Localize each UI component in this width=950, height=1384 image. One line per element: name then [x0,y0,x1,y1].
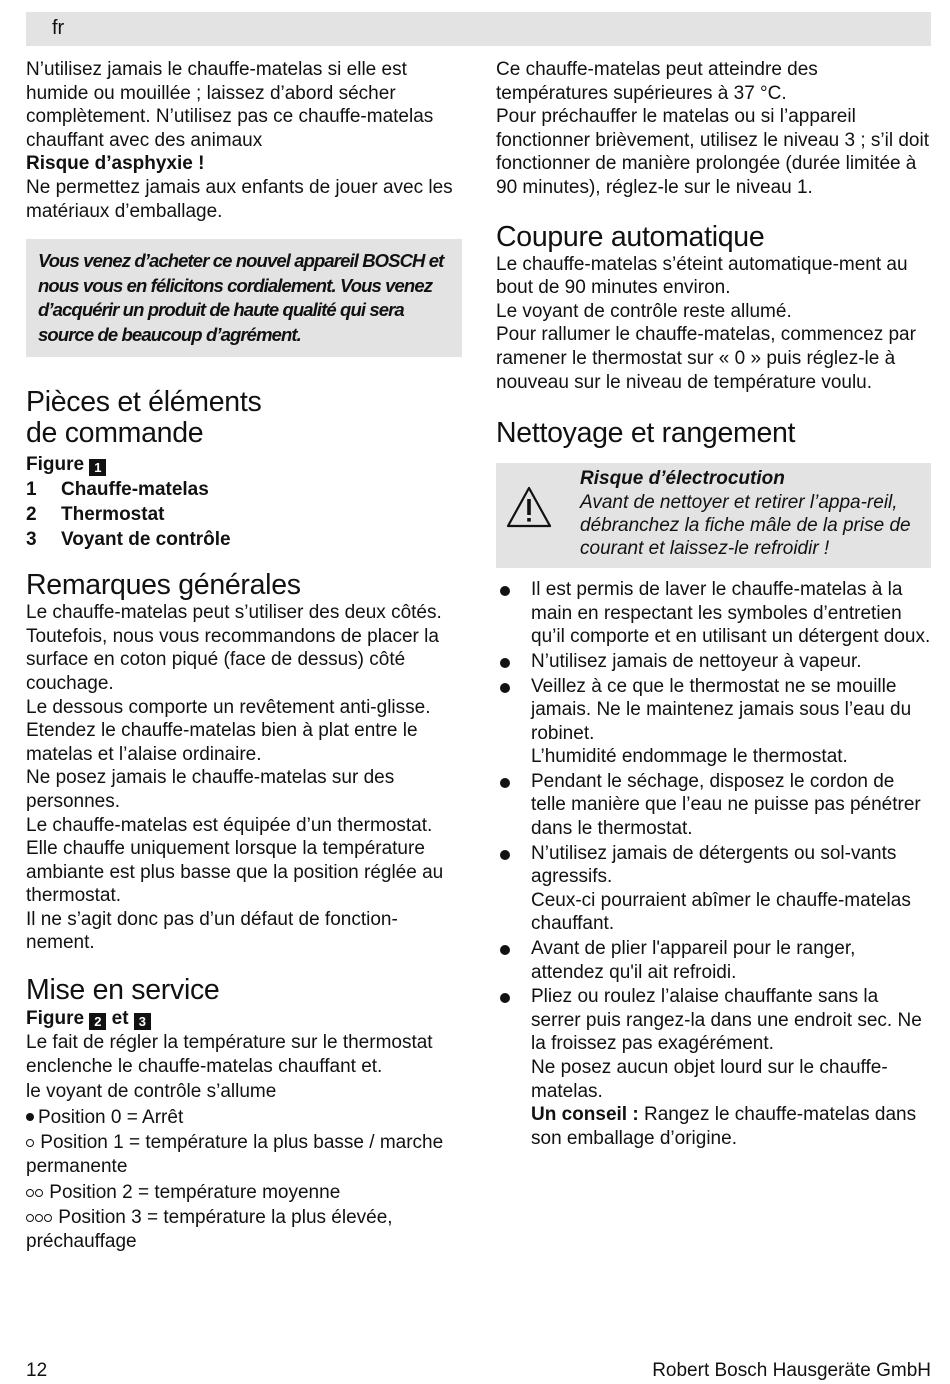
bullet-icon [500,993,510,1003]
general-remarks-heading: Remarques générales [26,569,301,602]
bullet-icon [500,778,510,788]
language-code: fr [52,17,65,39]
safety-paragraph: N’utilisez jamais le chauffe-matelas si elle est humide ou mouillée ; laissez d’abord sécher complètement. N’utilisez pas ce chauffe-matelas chauffant avec des animaux [26,59,434,151]
left-column [26,58,462,1253]
figure-label: Figure [26,454,85,476]
indicator-paragraph: le voyant de contrôle s’allume [26,1081,277,1103]
position-0: Position 0 = Arrêt [26,1106,462,1130]
remark-paragraph: Le dessous comporte un revêtement anti-glisse. [26,696,431,718]
intro-box [26,239,462,357]
parts-heading-line2: de commande [26,417,204,450]
position-2: Position 2 = température moyenne [26,1181,462,1205]
asphyxia-warning: Risque d’asphyxie ! [26,153,205,175]
figure-reference-1 [26,452,462,477]
list-item: 3 Voyant de contrôle [26,529,231,551]
auto-shutoff-heading: Coupure automatique [496,220,765,253]
list-item: 1 Chauffe-matelas [26,479,209,501]
bullet-icon [500,850,510,860]
remark-paragraph: Il ne s’agit donc pas d’un défaut de fonction-nement. [26,908,398,954]
figure-label: Figure [26,1008,85,1030]
parts-list [26,477,462,552]
position-1: Position 1 = température la plus basse / marche permanente [26,1132,444,1178]
ring-icon [26,1189,34,1197]
warning-triangle-icon [506,485,552,529]
bullet-icon [500,586,510,596]
auto-shutoff-paragraph: Pour rallumer le chauffe-matelas, commencez par ramener le thermostat sur « 0 » puis réglez-le à nouveau sur le niveau de température voulu. [496,324,916,393]
figure-number-badge: 2 [89,1013,106,1030]
parts-heading-line1: Pièces et éléments [26,386,262,419]
ring-icon [26,1139,34,1147]
preheat-paragraph: Pour préchauffer le matelas ou si l’appareil fonctionner brièvement, utilisez le niveau 3 ; s’il doit fonctionner de manière prolongée (durée limitée à 90 minutes), réglez-le sur le niveau 1. [496,106,930,198]
figure-number-badge: 3 [134,1013,151,1030]
company-name: Robert Bosch Hausgeräte GmbH [652,1360,931,1381]
bullet-icon [500,658,510,668]
auto-shutoff-paragraph: Le chauffe-matelas s’éteint automatique-ment au bout de 90 minutes environ. [496,253,908,299]
ring-icon [26,1214,34,1222]
list-item: Veillez à ce que le thermostat ne se mouille jamais. Ne le maintenez jamais sous l’eau du robinet. L’humidité endommage le thermostat. [496,675,931,769]
remark-paragraph: Le chauffe-matelas peut s’utiliser des deux côtés. Toutefois, nous vous recommandons de placer la surface en coton piqué (face de dessus) côté couchage. [26,602,442,694]
temperature-paragraph: Ce chauffe-matelas peut atteindre des températures supérieures à 37 °C. [496,59,818,104]
list-item: Il est permis de laver le chauffe-matelas à la main en respectant les symboles d’entretien qu’il comporte et en utilisant un détergent doux. [496,578,931,649]
list-item: Pendant le séchage, disposez le cordon de telle manière que l’eau ne puisse pas pénétrer dans le thermostat. [496,770,931,841]
remark-paragraph: Ne posez jamais le chauffe-matelas sur des personnes. [26,767,395,812]
position-3: Position 3 = température la plus élevée, préchauffage [26,1207,393,1252]
figure-conjunction: et [111,1008,129,1030]
start-up-paragraph: Le fait de régler la température sur le thermostat enclenche le chauffe-matelas chauffant et. [26,1032,433,1077]
start-up-heading: Mise en service [26,974,220,1007]
ring-icon [35,1189,43,1197]
remark-paragraph: Etendez le chauffe-matelas bien à plat entre le matelas et l’alaise ordinaire. [26,720,418,765]
language-header-bar [26,12,931,46]
parts-heading [26,387,462,449]
tip-paragraph [531,1103,931,1150]
right-column [496,58,931,1151]
cleaning-bullet-list [496,578,931,1150]
page-number: 12 [26,1360,48,1381]
list-item: N’utilisez jamais de nettoyeur à vapeur. [496,650,931,674]
list-item: Pliez ou roulez l’alaise chauffante sans la serrer puis rangez-la dans une endroit sec. Ne la froissez pas exagérément. Ne posez aucun objet lourd sur le chauffe-matelas. Un conseil : Rangez le chauffe-matelas dans son emballage d’origine. [496,985,931,1150]
cleaning-heading: Nettoyage et rangement [496,417,796,450]
figure-reference-2-3 [26,1006,462,1031]
electrocution-warning-box [496,463,931,568]
list-item: Avant de plier l'appareil pour le ranger, attendez qu'il ait refroidi. [496,937,931,984]
bullet-icon [500,945,510,955]
filled-dot-icon [26,1113,34,1121]
bullet-icon [500,683,510,693]
packaging-paragraph: Ne permettez jamais aux enfants de jouer avec les matériaux d’emballage. [26,176,453,222]
tip-label: Un conseil : [531,1104,639,1126]
ring-icon [35,1214,43,1222]
list-item: N’utilisez jamais de détergents ou sol-vants agressifs. Ceux-ci pourraient abîmer le chauffe-matelas chauffant. [496,842,931,936]
list-item: 2 Thermostat [26,504,165,526]
intro-text: Vous venez d’acheter ce nouvel appareil BOSCH et nous vous en félicitons cordialement. Vous venez d’acquérir un produit de haute qualité qui sera source de beaucoup d’agrément. [38,250,444,345]
ring-icon [44,1214,52,1222]
tip-text: Rangez le chauffe-matelas dans son emballage d’origine. [531,1104,917,1149]
figure-number-badge: 1 [89,459,106,476]
warning-body: Avant de nettoyer et retirer l’appa-reil, débranchez la fiche mâle de la prise de courant et laissez-le refroidir ! [580,492,911,560]
warning-title: Risque d’électrocution [580,468,785,490]
auto-shutoff-paragraph: Le voyant de contrôle reste allumé. [496,300,792,322]
remark-paragraph: Le chauffe-matelas est équipée d’un thermostat. Elle chauffe uniquement lorsque la température ambiante est plus basse que la position réglée au thermostat. [26,814,444,907]
